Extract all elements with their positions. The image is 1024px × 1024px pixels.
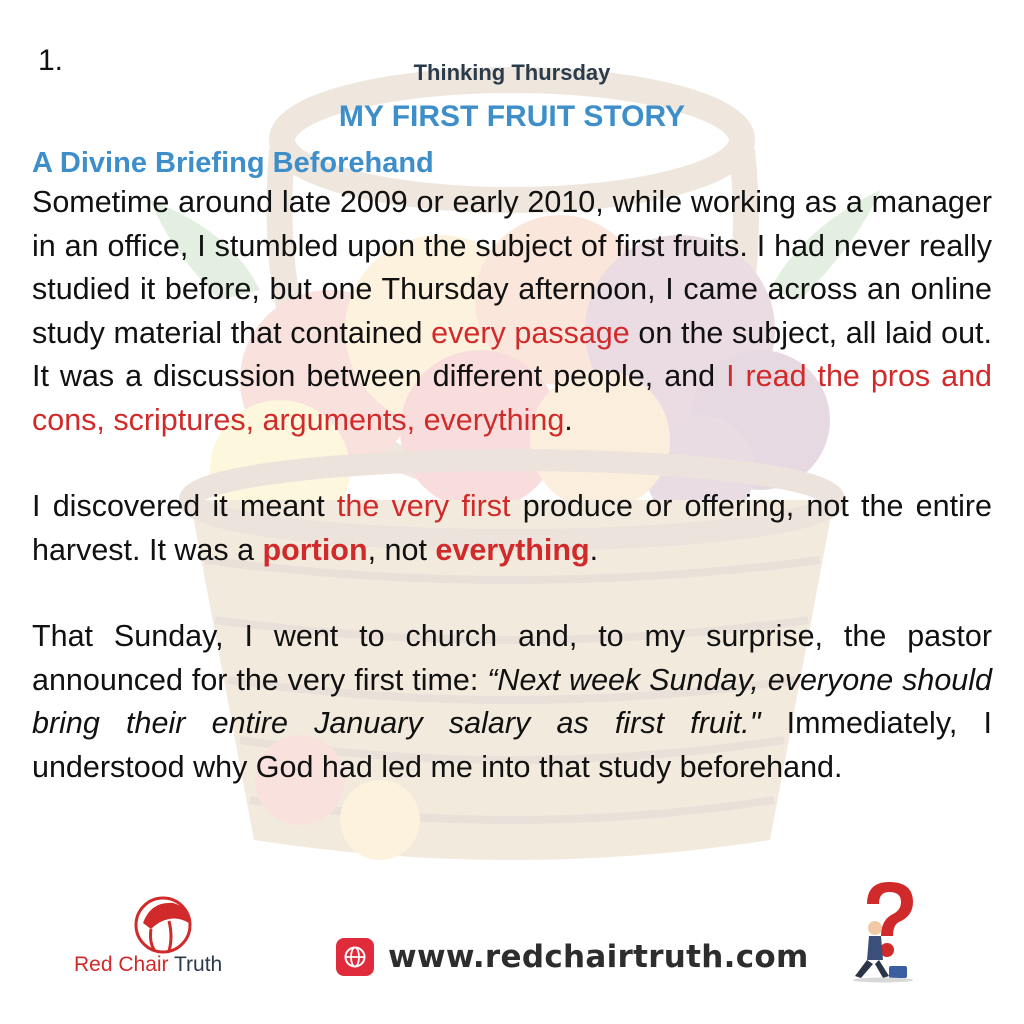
p3-quote: “Next week Sunday, everyone should bring their entire January salary as first fruit." [32,662,992,740]
p3-text-a: That Sunday, I went to church and, to my surprise, the pastor announced for the very first time: [32,619,992,697]
paragraph-2 [32,485,992,572]
globe-icon [336,938,374,976]
p2-highlight-very-first: the very first [336,489,511,523]
article-body [32,145,992,789]
paragraph-3 [32,615,992,789]
paragraph-1 [32,181,992,442]
p1-text-e: . [564,402,573,437]
website-link[interactable] [336,935,809,979]
question-mark-man-illustration [845,878,925,983]
red-chair-logo [129,893,207,955]
p1-text-a: Sometime around late 2009 or early 2010, while working as a manager in an office, I stumbled upon the subject of first fruits. I had never really studied it before, but one Thursday afternoon, I came across an online study material that contained [32,185,992,350]
p1-text-c: on the subject, all laid out. It was a discussion between different people, and [32,315,992,393]
website-url: www.redchairtruth.com [388,939,809,975]
p2-text-a: I discovered it meant [32,489,337,523]
p3-text-c: Immediately, I understood why God had led me into that study beforehand. [32,706,993,784]
brand-logo[interactable] [74,893,264,983]
p2-text-c: produce or offering, not the entire harvest. It was a [32,489,992,567]
brand-name-red: Red Chair [74,953,169,976]
p1-highlight-pros-cons: I read the pros and cons, scriptures, arguments, everything [32,359,992,437]
p2-text-g: . [589,532,599,567]
p2-text-e: , not [367,532,436,567]
p2-highlight-portion: portion [262,532,368,567]
p1-highlight-every-passage: every passage [431,315,630,350]
brand-name [74,953,222,977]
brand-name-dark: Truth [168,953,223,976]
page-title: MY FIRST FRUIT STORY [338,100,686,133]
section-heading: A Divine Briefing Beforehand [32,147,434,179]
p2-highlight-everything: everything [435,532,590,567]
kicker-heading: Thinking Thursday [413,60,611,85]
page-number: 1. [38,44,64,77]
